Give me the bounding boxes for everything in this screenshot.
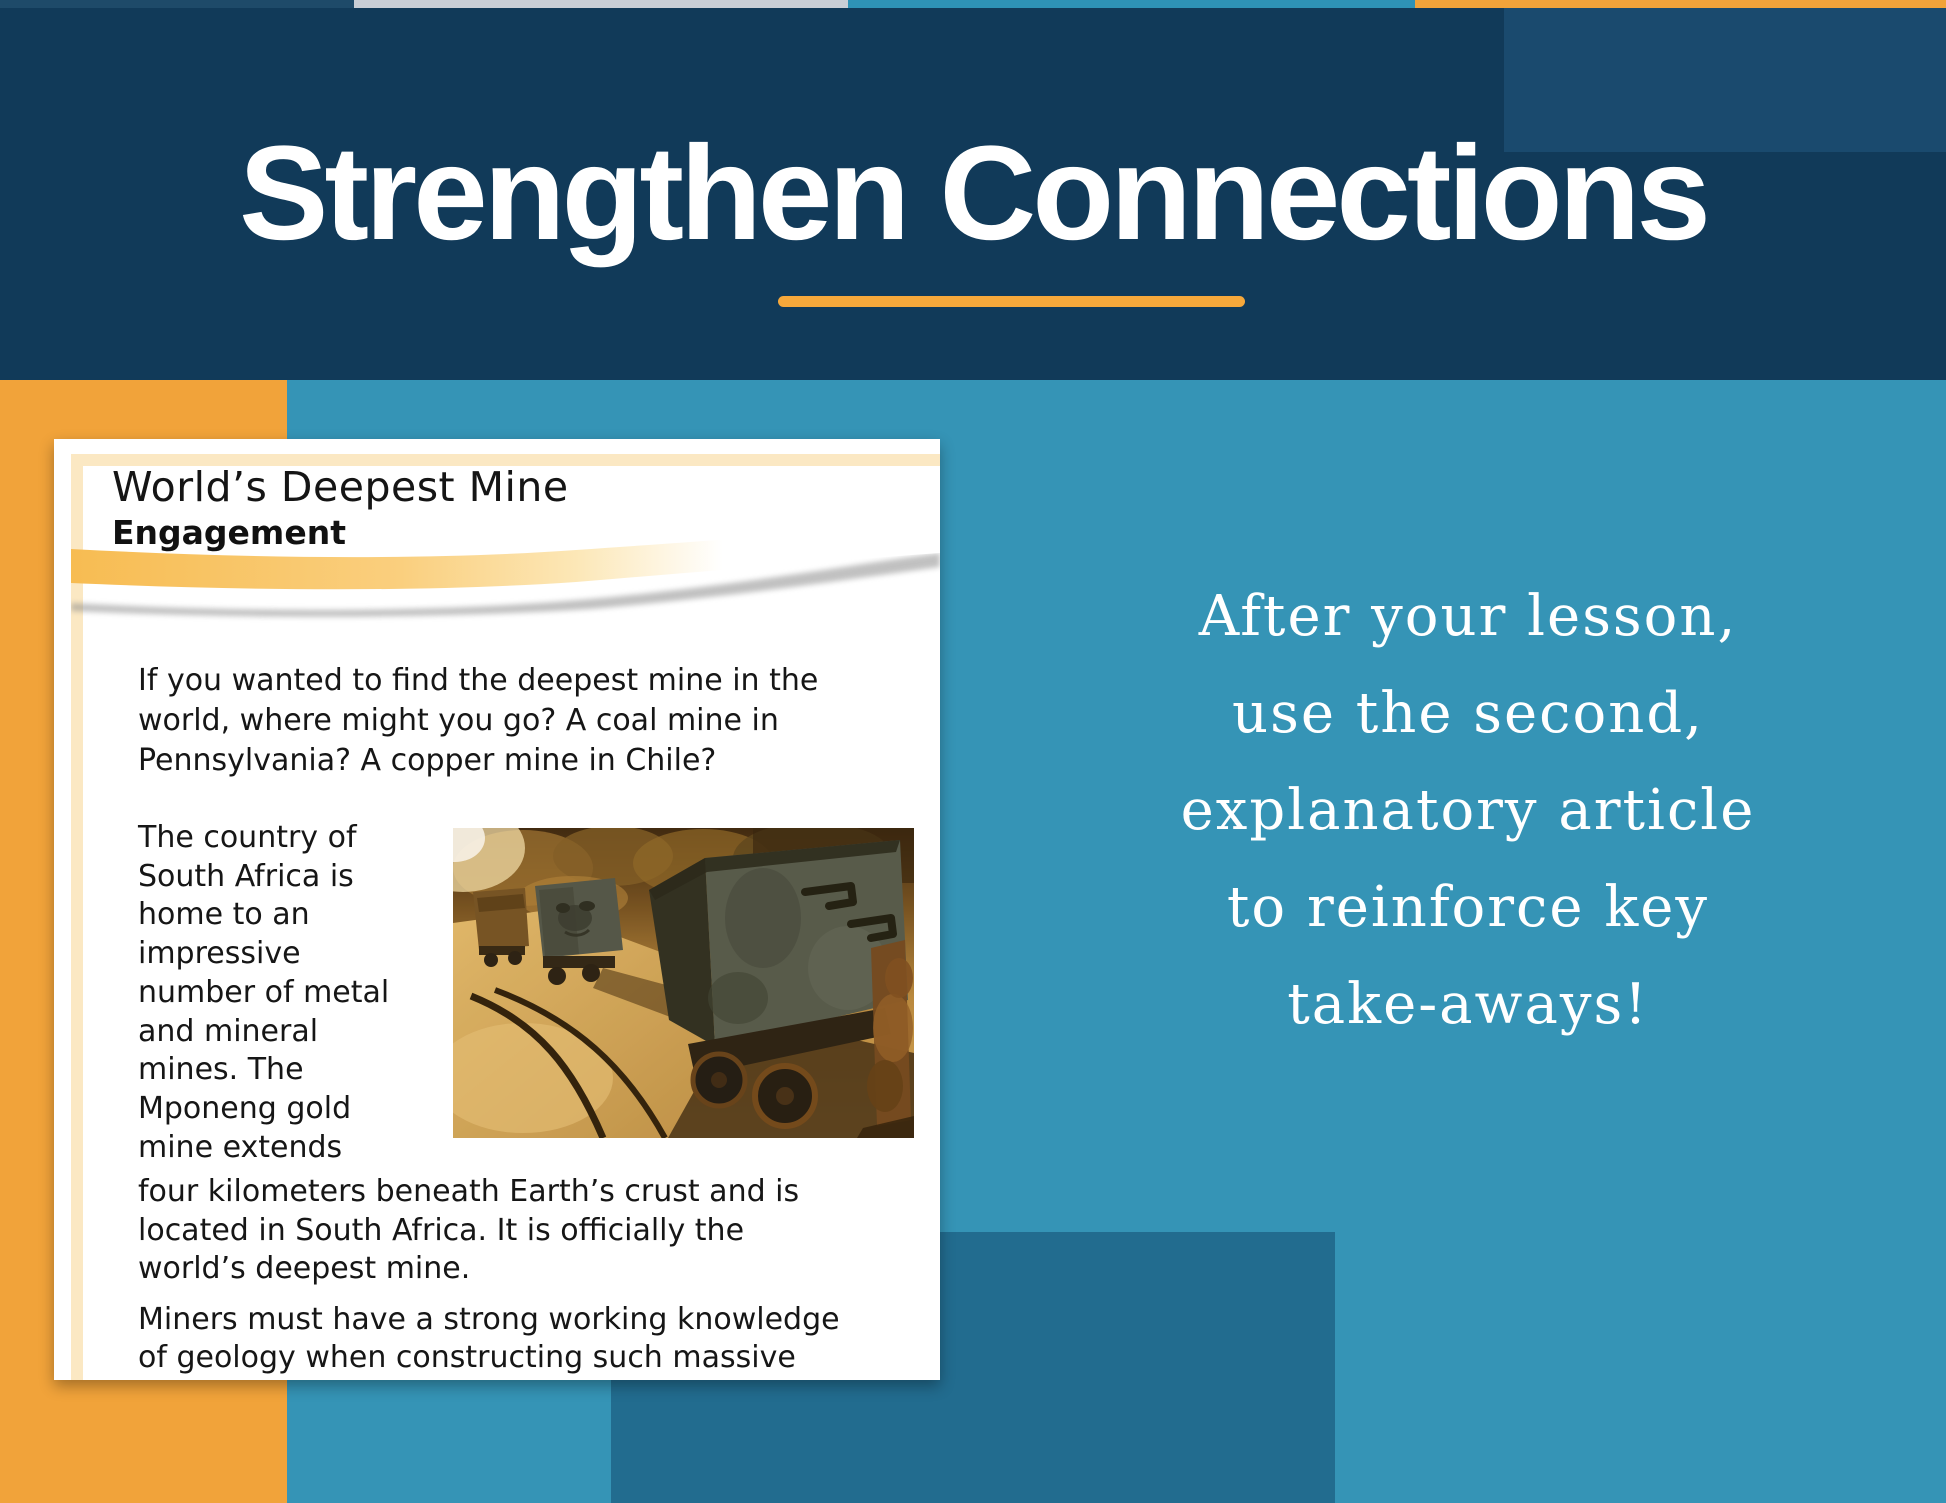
article-card (54, 439, 940, 1380)
mine-carts-photo (453, 828, 914, 1138)
top-strip-silver (354, 0, 848, 8)
slide-title: Strengthen Connections (239, 119, 1707, 268)
article-paragraph-1: If you wanted to find the deepest mine in the world, where might you go? A coal mine in Pennsylvania? A copper mine in Chile? (138, 663, 819, 778)
article-paragraph-2-wrap-column: The country of South Africa is home to an impressive number of metal and mineral mines. The Mponeng gold mine extends (138, 820, 390, 1165)
article-subtitle: Engagement (112, 513, 346, 552)
top-strip-orange (1415, 0, 1946, 8)
article-title: World’s Deepest Mine (112, 463, 569, 511)
article-paragraph-2-full-lines: four kilometers beneath Earth’s crust and is located in South Africa. It is officially the world’s deepest mine. (138, 1174, 800, 1287)
top-strip-teal (848, 0, 1415, 8)
gold-swoosh-divider (71, 523, 940, 628)
header-band (0, 0, 1946, 380)
article-paragraph-3: Miners must have a strong working knowledge of geology when constructing such massive (138, 1302, 840, 1375)
top-strip-navy (0, 0, 354, 8)
title-underline (778, 296, 1245, 307)
right-note-text: After your lesson, use the second, explanatory article to reinforce key take-aways! (1180, 584, 1756, 1037)
